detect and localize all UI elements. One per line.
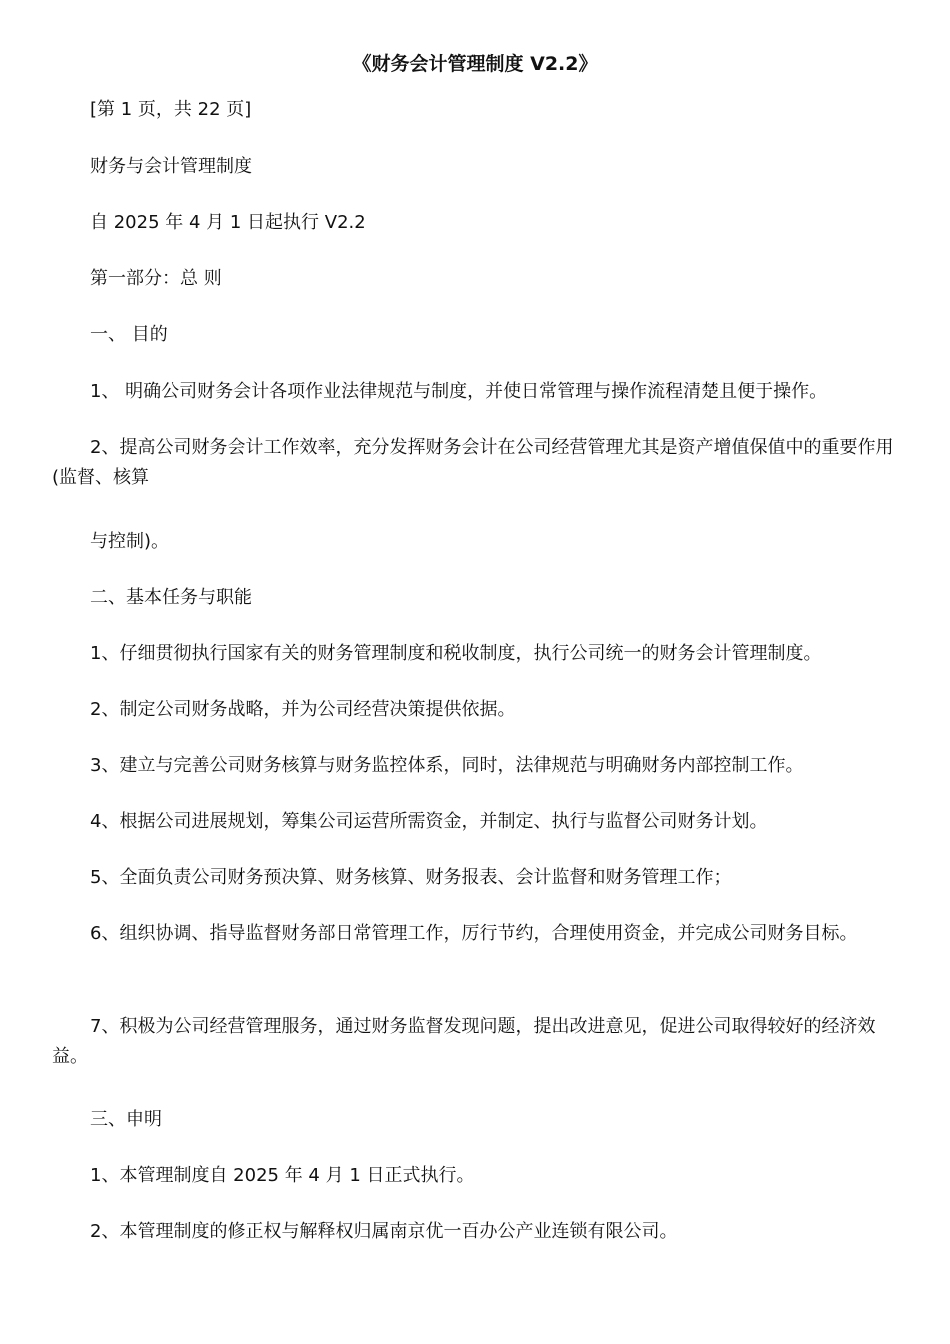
paragraph: 5、全面负责公司财务预决算、财务核算、财务报表、会计监督和财务管理工作； — [90, 867, 732, 888]
paragraph: 7、积极为公司经营管理服务，通过财务监督发现问题，提出改进意见，促进公司取得较好的经济效益。 — [52, 1016, 876, 1067]
paragraph: 1、 明确公司财务会计各项作业法律规范与制度，并使日常管理与操作流程清楚且便于操作。 — [90, 381, 828, 402]
section-heading: 一、 目的 — [90, 324, 168, 345]
paragraph: 1、仔细贯彻执行国家有关的财务管理制度和税收制度，执行公司统一的财务会计管理制度。 — [90, 643, 822, 664]
paragraph: 2、提高公司财务会计工作效率，充分发挥财务会计在公司经营管理尤其是资产增值保值中的重要作用(监督、核算 — [52, 437, 894, 488]
paragraph: 6、组织协调、指导监督财务部日常管理工作，厉行节约，合理使用资金，并完成公司财务目标。 — [90, 923, 858, 944]
section-heading: 三、申明 — [90, 1109, 162, 1130]
section-heading: 第一部分：总 则 — [90, 268, 222, 289]
page-indicator: [第 1 页，共 22 页] — [90, 99, 252, 120]
paragraph: 1、本管理制度自 2025 年 4 月 1 日正式执行。 — [90, 1165, 475, 1186]
section-heading: 二、基本任务与职能 — [90, 587, 252, 608]
paragraph: 与控制)。 — [90, 531, 170, 552]
paragraph: 财务与会计管理制度 — [90, 156, 252, 177]
paragraph: 4、根据公司进展规划，筹集公司运营所需资金，并制定、执行与监督公司财务计划。 — [90, 811, 768, 832]
document-title: 《财务会计管理制度 V2.2》 — [352, 53, 598, 75]
paragraph: 2、制定公司财务战略，并为公司经营决策提供依据。 — [90, 699, 516, 720]
paragraph: 3、建立与完善公司财务核算与财务监控体系，同时，法律规范与明确财务内部控制工作。 — [90, 755, 804, 776]
paragraph: 自 2025 年 4 月 1 日起执行 V2.2 — [90, 212, 366, 233]
paragraph: 2、本管理制度的修正权与解释权归属南京优一百办公产业连锁有限公司。 — [90, 1221, 678, 1242]
